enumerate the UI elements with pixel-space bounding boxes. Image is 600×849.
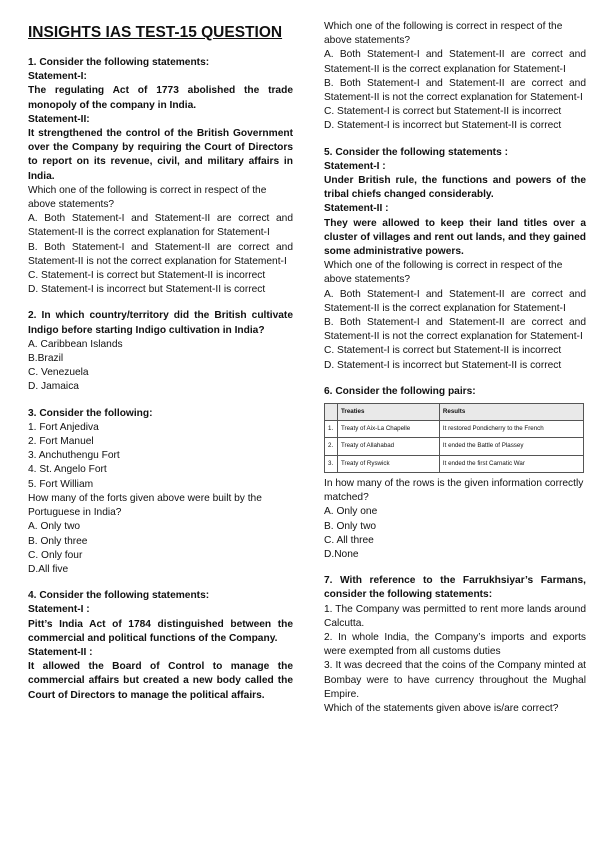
q3-item-3: 3. Anchuthengu Fort <box>28 450 120 462</box>
page-title: INSIGHTS IAS TEST-15 QUESTION <box>28 24 283 41</box>
question-7 <box>324 574 586 716</box>
q3-item-5: 5. Fort William <box>28 478 94 490</box>
table-cell-index: 3. <box>325 455 338 472</box>
q4-heading: 4. Consider the following statements: <box>28 590 210 602</box>
q1-heading: 1. Consider the following statements: <box>28 57 210 68</box>
q4-option-c: C. Statement-I is correct but Statement-II is incorrect <box>324 106 562 118</box>
table-row <box>325 438 584 455</box>
table-cell-index: 1. <box>325 421 338 438</box>
question-2 <box>28 309 293 394</box>
q1-prompt: Which one of the following is correct in respect of the above statements? <box>28 184 267 211</box>
q6-prompt: In how many of the rows is the given information correctly matched? <box>324 477 584 504</box>
q3-item-2: 2. Fort Manuel <box>28 436 94 448</box>
q5-option-b: B. Both Statement-I and Statement-II are correct and Statement-II is not the correct explanation for Statement-I <box>324 317 586 343</box>
question-6 <box>324 385 586 562</box>
table-cell-treaty: Treaty of Aix-La Chapelle <box>338 421 440 438</box>
table-cell-treaty: Treaty of Ryswick <box>338 455 440 472</box>
q5-option-d: D. Statement-I is incorrect but Statement-II is correct <box>324 359 562 371</box>
q2-option-d: D. Jamaica <box>28 381 79 393</box>
question-5 <box>324 146 586 373</box>
right-column <box>324 20 586 728</box>
q1-statement-2-label: Statement-II: <box>28 113 90 125</box>
q3-option-a: A. Only two <box>28 521 81 533</box>
q3-option-d: D.All five <box>28 563 69 575</box>
q5-option-a: A. Both Statement-I and Statement-II are correct and Statement-II is the correct explanation for Statement-I <box>324 288 586 314</box>
question-1 <box>28 56 293 297</box>
table-header-index <box>325 404 338 421</box>
q3-item-4: 4. St. Angelo Fort <box>28 464 107 476</box>
q5-statement-1-label: Statement-I : <box>324 160 386 172</box>
q5-heading: 5. Consider the following statements : <box>324 146 508 158</box>
q7-prompt: Which of the statements given above is/are correct? <box>324 702 559 714</box>
q2-option-b: B.Brazil <box>28 353 64 365</box>
q4-statement-2-label: Statement-II : <box>28 646 93 658</box>
question-3 <box>28 407 293 577</box>
table-header-results: Results <box>439 404 583 421</box>
q5-option-c: C. Statement-I is correct but Statement-II is incorrect <box>324 345 562 357</box>
q7-item-3: 3. It was decreed that the coins of the Company minted at Bombay were to have currency throughout the Mughal Empire. <box>324 660 586 700</box>
table-cell-treaty: Treaty of Allahabad <box>338 438 440 455</box>
q4-prompt: Which one of the following is correct in respect of the above statements? <box>324 21 563 47</box>
q1-statement-1-label: Statement-I: <box>28 71 87 83</box>
q4-option-a: A. Both Statement-I and Statement-II are correct and Statement-II is the correct explanation for Statement-I <box>324 49 586 75</box>
table-header-row <box>325 404 584 421</box>
q1-option-c: C. Statement-I is correct but Statement-II is incorrect <box>28 270 266 282</box>
q4-statement-1-text: Pitt’s India Act of 1784 distinguished between the commercial and political functions of the Company. <box>28 618 293 644</box>
q5-statement-1-text: Under British rule, the functions and powers of the tribal chiefs changed considerably. <box>324 175 586 201</box>
question-4 <box>28 589 293 703</box>
table-cell-result: It ended the first Carnatic War <box>439 455 583 472</box>
q3-heading: 3. Consider the following: <box>28 407 153 419</box>
pairs-table <box>324 403 584 473</box>
q1-option-d: D. Statement-I is incorrect but Statement-II is correct <box>28 284 266 296</box>
q1-statement-2-text: It strengthened the control of the British Government over the Company by requiring the Court of Directors to report on its revenue, civil, and military affairs in India. <box>28 128 293 182</box>
q1-statement-1-text: The regulating Act of 1773 abolished the trade monopoly of the company in India. <box>28 85 293 111</box>
q6-option-b: B. Only two <box>324 520 377 532</box>
table-cell-index: 2. <box>325 438 338 455</box>
q6-option-d: D.None <box>324 548 359 560</box>
table-cell-result: It restored Pondicherry to the French <box>439 421 583 438</box>
q4-statement-1-label: Statement-I : <box>28 604 90 616</box>
q4-option-b: B. Both Statement-I and Statement-II are correct and Statement-II is not the correct explanation for Statement-I <box>324 77 586 104</box>
q6-option-c: C. All three <box>324 534 374 546</box>
q3-item-1: 1. Fort Anjediva <box>28 421 99 433</box>
q5-prompt: Which one of the following is correct in respect of the above statements? <box>324 260 563 286</box>
table-header-treaties: Treaties <box>338 404 440 421</box>
left-column <box>28 24 293 715</box>
q7-item-2: 2. In whole India, the Company’s imports and exports were exempted from all customs duties <box>324 631 586 658</box>
q2-heading: 2. In which country/territory did the British cultivate Indigo before starting Indigo cultivation in India? <box>28 310 293 336</box>
q3-option-b: B. Only three <box>28 535 88 547</box>
q2-option-a: A. Caribbean Islands <box>28 338 123 350</box>
question-4-continued <box>324 20 586 134</box>
q3-prompt: How many of the forts given above were built by the Portuguese in India? <box>28 492 262 519</box>
q2-option-c: C. Venezuela <box>28 367 89 379</box>
q3-option-c: C. Only four <box>28 549 83 561</box>
table-cell-result: It ended the Battle of Plassey <box>439 438 583 455</box>
q5-statement-2-text: They were allowed to keep their land titles over a cluster of villages and rent out lands, and they gained some administrative powers. <box>324 217 586 258</box>
q1-option-b: B. Both Statement-I and Statement-II are correct and Statement-II is not the correct explanation for Statement-I <box>28 241 293 267</box>
q4-option-d: D. Statement-I is incorrect but Statement-II is correct <box>324 120 562 132</box>
q7-heading: 7. With reference to the Farrukhsiyar’s Farmans, consider the following statements: <box>324 575 586 601</box>
q6-heading: 6. Consider the following pairs: <box>324 385 476 397</box>
q5-statement-2-label: Statement-II : <box>324 203 389 215</box>
table-row <box>325 455 584 472</box>
q1-option-a: A. Both Statement-I and Statement-II are correct and Statement-II is the correct explanation for Statement-I <box>28 213 293 239</box>
q7-item-1: 1. The Company was permitted to rent more lands around Calcutta. <box>324 603 586 629</box>
q6-option-a: A. Only one <box>324 506 378 518</box>
table-row <box>325 421 584 438</box>
q4-statement-2-text: It allowed the Board of Control to manage the commercial affairs but created a new body called the Court of Directors to manage the political affairs. <box>28 661 293 701</box>
